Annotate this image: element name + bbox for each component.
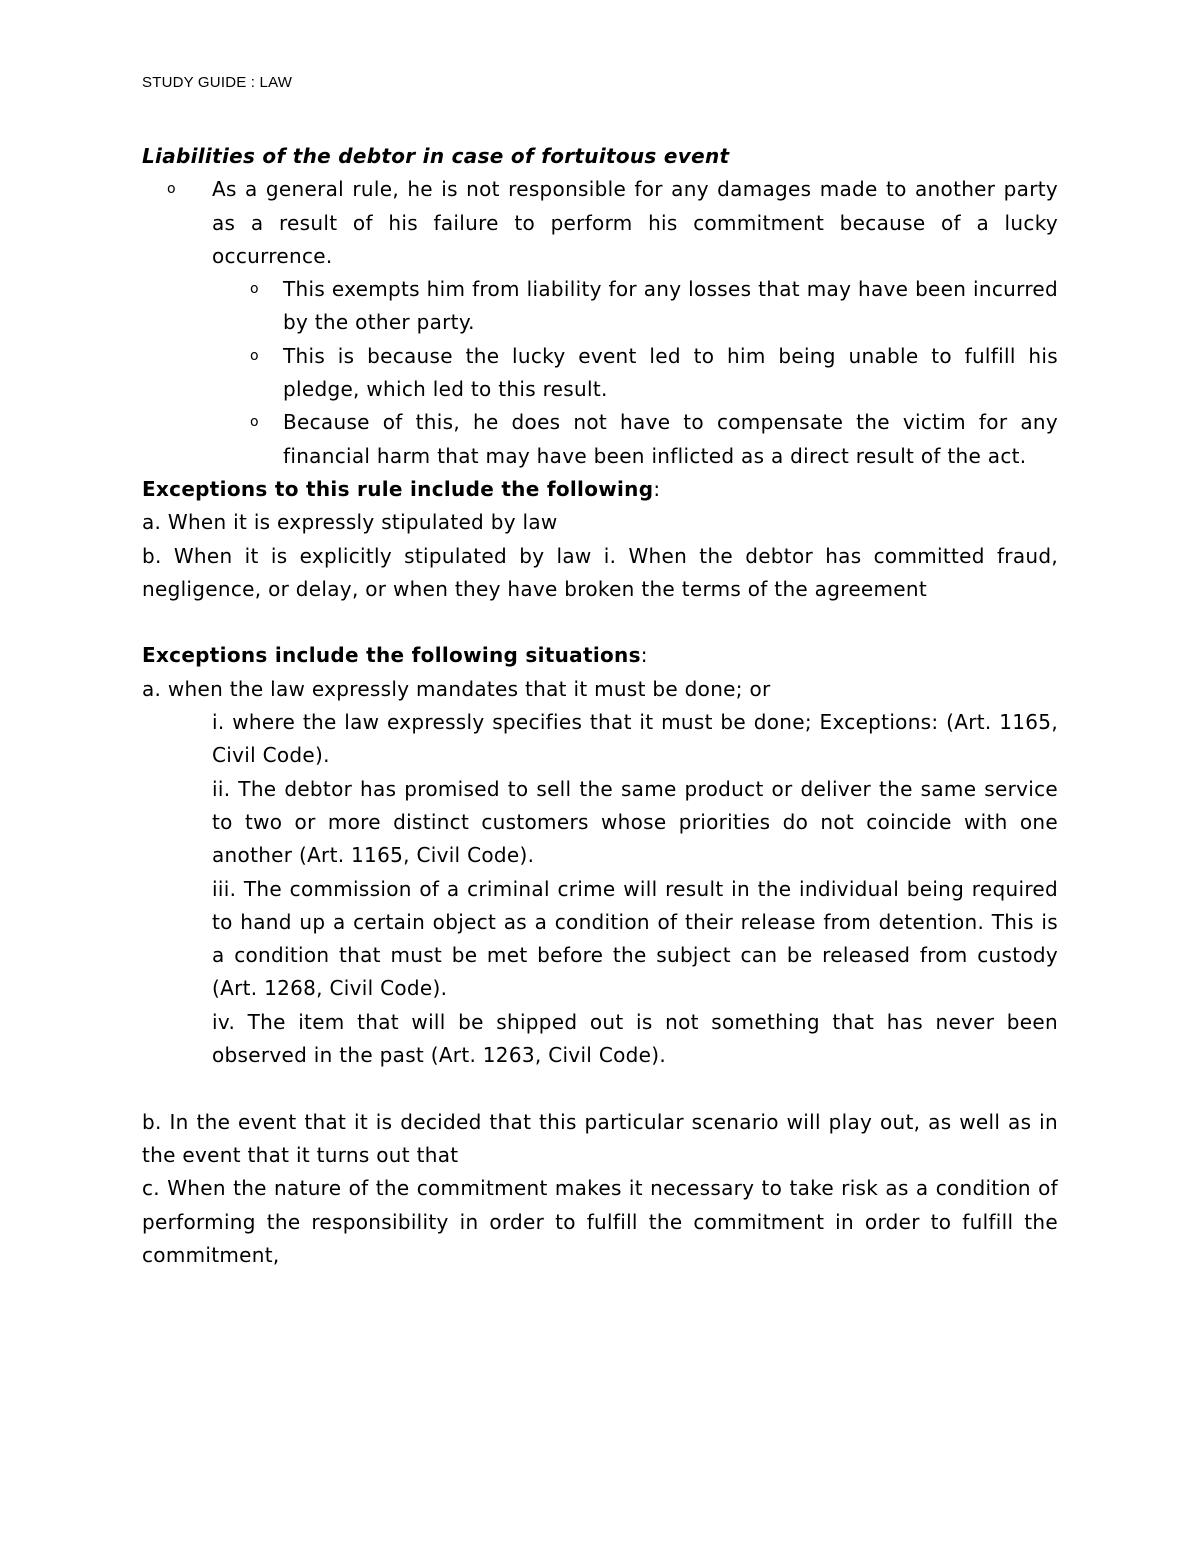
bullet-mark: o — [167, 181, 176, 198]
sub-bullet-text: Because of this, he does not have to compensate the victim for any financial harm that may have been inflicted as a direct result of the act. — [283, 410, 1058, 468]
heading-text: Exceptions include the following situations — [142, 643, 641, 668]
heading-colon: : — [640, 643, 648, 668]
bullet-mark: o — [250, 281, 259, 298]
heading-text: Exceptions to this rule include the following — [142, 476, 654, 501]
list-item: c. When the nature of the commitment makes it necessary to take risk as a condition of performing the responsibility in order to fulfill the commitment in order to fulfill the commitment, — [142, 1176, 1058, 1267]
sub-bullet-item — [142, 340, 1058, 407]
list-item: b. In the event that it is decided that this particular scenario will play out, as well as in the event that it turns out that — [142, 1109, 1058, 1167]
sub-bullet-item — [142, 273, 1058, 340]
bullet-text: As a general rule, he is not responsible for any damages made to another party as a result of his failure to perform his commitment because of a lucky occurrence. — [212, 177, 1058, 268]
section-heading-exceptions-rule — [142, 473, 1058, 506]
sub-bullet-text: This exempts him from liability for any losses that may have been incurred by the other party. — [283, 277, 1058, 335]
blank-line — [142, 1072, 1058, 1105]
section-heading-exceptions-situations — [142, 639, 1058, 672]
blank-line — [142, 606, 1058, 639]
document-body — [142, 140, 1058, 1272]
page-header: STUDY GUIDE : LAW — [142, 74, 293, 91]
roman-list-item: iii. The commission of a criminal crime will result in the individual being required to hand up a certain object as a condition of their release from detention. This is a condition that must be met before the subject can be released from custody (Art. 1268, Civil Code). — [212, 876, 1058, 1001]
bullet-mark: o — [250, 347, 259, 364]
list-item: b. When it is explicitly stipulated by law i. When the debtor has committed fraud, negligence, or delay, or when they have broken the terms of the agreement — [142, 543, 1058, 601]
list-item: a. When it is expressly stipulated by law — [142, 510, 558, 535]
roman-list-item: i. where the law expressly specifies that it must be done; Exceptions: (Art. 1165, Civil Code). — [212, 710, 1058, 768]
bullet-mark: o — [250, 414, 259, 431]
heading-colon: : — [653, 476, 661, 501]
sub-bullet-item — [142, 406, 1058, 473]
bullet-item — [142, 173, 1058, 273]
list-item: a. when the law expressly mandates that it must be done; or — [142, 676, 771, 701]
roman-list-item: iv. The item that will be shipped out is not something that has never been observed in the past (Art. 1263, Civil Code). — [212, 1009, 1058, 1068]
roman-list-item: ii. The debtor has promised to sell the same product or deliver the same service to two or more distinct customers whose priorities do not coincide with one another (Art. 1165, Civil Code). — [212, 776, 1058, 868]
sub-bullet-text: This is because the lucky event led to him being unable to fulfill his pledge, which led to this result. — [283, 343, 1058, 402]
section-heading-liabilities: Liabilities of the debtor in case of fortuitous event — [142, 144, 730, 168]
